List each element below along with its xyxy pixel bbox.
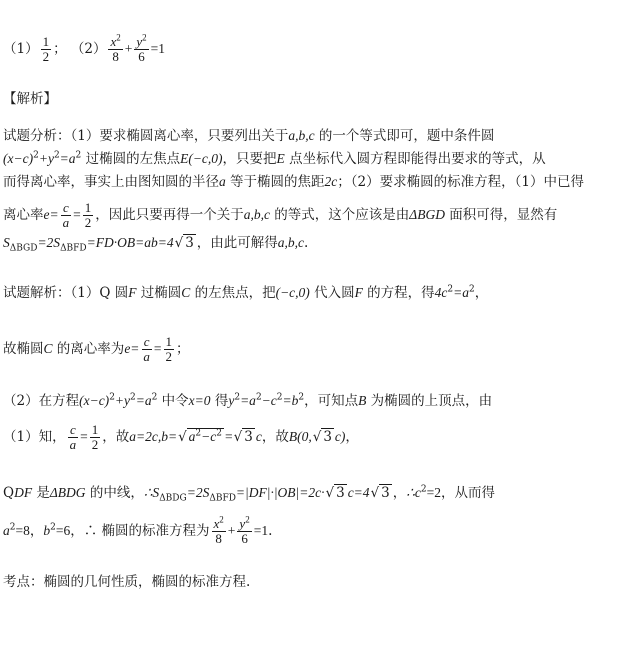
analysis-line-3: 而得离心率，事实上由图知圆的半径a 等于椭圆的焦距2c；（2）要求椭圆的标准方程，（1）中已得 (3, 174, 584, 190)
solution-line-4: （1）知， $\frac{c}{a}$ = $\frac{1}{2}$ ，故a=2c,b=√ $a^2-c^2$ =√ 3 c，故B(0,√ 3 c)， (3, 422, 359, 452)
sqrt-3: √ 3 (174, 235, 194, 251)
solution-line-6: $a^2=8$，$b^2=6$，∴ 椭圆的标准方程为 $\frac{x^2}{8}$ + $\frac{y^2}{6}$ =1. (3, 514, 273, 546)
sqrt-3-d: √ 3 (325, 485, 345, 501)
eccentricity-fraction: $\frac{c}{a}$ (62, 200, 70, 230)
analysis-line-2: $(x-c)^2+y^2=a^2$ 过椭圆的左焦点E(−c,0)，只要把E 点坐标代入圆方程即能得出要求的等式，从 (3, 150, 546, 167)
section-title: 【解析】 (3, 91, 57, 107)
sqrt-a2-c2: √ $a^2-c^2$ (178, 428, 222, 445)
solution-line-2: 故椭圆C 的离心率为e= $\frac{c}{a}$ = $\frac{1}{2}$ ； (3, 334, 190, 364)
answer-separator: ； (53, 41, 67, 57)
answer-part2-x-fraction: $\frac{x^2}{8}$ (110, 32, 121, 64)
sqrt-3-c: √ 3 (312, 429, 332, 445)
analysis-line-1: 试题分析：（1）要求椭圆离心率，只要列出关于a,b,c 的一个等式即可，题中条件圆 (3, 128, 495, 144)
solution-line-3: （2）在方程$(x-c)^2+y^2=a^2$ 中令x=0 得$y^2=a^2-c^2=b^2$，可知点B 为椭圆的上顶点，由 (3, 392, 493, 409)
answer-equals: =1 (150, 41, 166, 56)
answer-part1-fraction: $\frac{1}{2}$ (42, 34, 50, 64)
answer-part2-label: （2） (70, 41, 107, 57)
final-x-fraction: $\frac{x^2}{8}$ (213, 514, 224, 546)
solution-line-1: 试题解析：（1）Q 圆F 过椭圆C 的左焦点，把(−c,0) 代入圆F 的方程，得$4c^2=a^2$， (3, 284, 489, 301)
sqrt-3-b: √ 3 (233, 429, 253, 445)
solution-line-5: QDF 是ΔBDG 的中线，$\therefore S_{\Delta BDG}=2S_{\Delta BFD}=|DF|\cdot|OB|=2c\cdot√$ 3 c=4√ 3 ，$\therefore c^2=2$，从而得 (3, 484, 495, 504)
analysis-line-4: 离心率e= $\frac{c}{a}$ = $\frac{1}{2}$ ，因此只要再得一个关于a,b,c 的等式，这个应该是由ΔBGD 面积可得，显然有 (3, 200, 558, 230)
key-point: 考点：椭圆的几何性质，椭圆的标准方程. (3, 574, 251, 590)
sqrt-3-e: √ 3 (370, 485, 390, 501)
ca-fraction: $\frac{c}{a}$ (69, 422, 77, 452)
answer-part1-label: （1） (3, 41, 39, 57)
analysis-line-5: $S_{\Delta BGD}=2S_{\Delta BFD}=FD\cdot OB=ab=4√$ 3 ，由此可解得a,b,c. (3, 235, 309, 254)
half-fraction: $\frac{1}{2}$ (84, 200, 92, 230)
answer-line: （1） $\frac{1}{2}$ ； （2） $\frac{x^2}{8}$ + $\frac{y^2}{6}$ =1 (3, 32, 166, 64)
eccentricity-fraction-2: $\frac{c}{a}$ (143, 334, 150, 364)
half-fraction-2: $\frac{1}{2}$ (165, 334, 173, 364)
answer-part2-y-fraction: $\frac{y^2}{6}$ (136, 32, 147, 64)
final-y-fraction: $\frac{y^2}{6}$ (239, 514, 250, 546)
half-fraction-3: $\frac{1}{2}$ (91, 422, 99, 452)
